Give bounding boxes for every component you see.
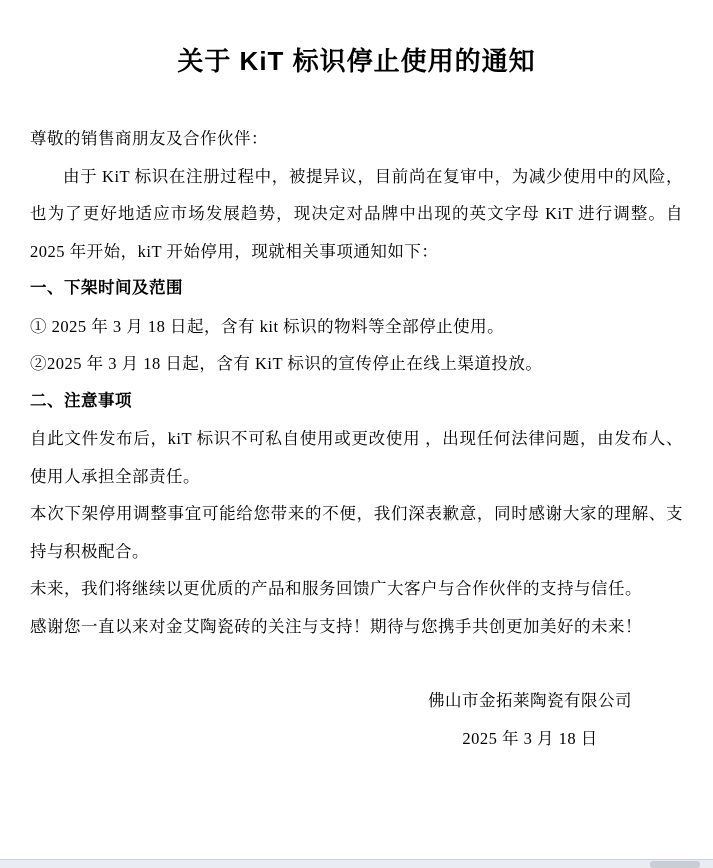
company-name: 佛山市金拓莱陶瓷有限公司: [428, 691, 632, 710]
section-1-item-1: ① 2025 年 3 月 18 日起，含有 kit 标识的物料等全部停止使用。: [30, 316, 505, 336]
document-body: [30, 120, 683, 645]
section-1-item-2: ②2025 年 3 月 18 日起，含有 KiT 标识的宣传停止在线上渠道投放。: [30, 354, 543, 373]
section-1-heading: 一、下架时间及范围: [30, 279, 183, 297]
section-2-paragraph-2: 本次下架停用调整事宜可能给您带来的不便，我们深表歉意，同时感谢大家的理解、支持与积极配合。: [30, 504, 683, 561]
scrollbar-thumb[interactable]: [650, 861, 700, 868]
intro-paragraph: 由于 KiT 标识在注册过程中，被提异议，目前尚在复审中，为减少使用中的风险，也为了更好地适应市场发展趋势，现决定对品牌中出现的英文字母 KiT 进行调整。自 2025 年开始，kiT 开始停用，现就相关事项通知如下：: [30, 166, 683, 261]
signature-block: [400, 682, 660, 757]
section-2-heading: 二、注意事项: [30, 391, 132, 410]
greeting-line: 尊敬的销售商朋友及合作伙伴：: [30, 129, 268, 148]
section-2-paragraph-1: 自此文件发布后，kiT 标识不可私自使用或更改使用 ，出现任何法律问题，由发布人、使用人承担全部责任。: [30, 429, 683, 486]
section-2-paragraph-4: 感谢您一直以来对金艾陶瓷砖的关注与支持！期待与您携手共创更加美好的未来！: [30, 616, 642, 636]
horizontal-scrollbar[interactable]: [0, 859, 713, 868]
section-2-paragraph-3: 未来，我们将继续以更优质的产品和服务回馈广大客户与合作伙伴的支持与信任。: [30, 579, 642, 598]
notice-date: 2025 年 3 月 18 日: [462, 728, 598, 748]
document-title: 关于 KiT 标识停止使用的通知: [177, 46, 536, 76]
